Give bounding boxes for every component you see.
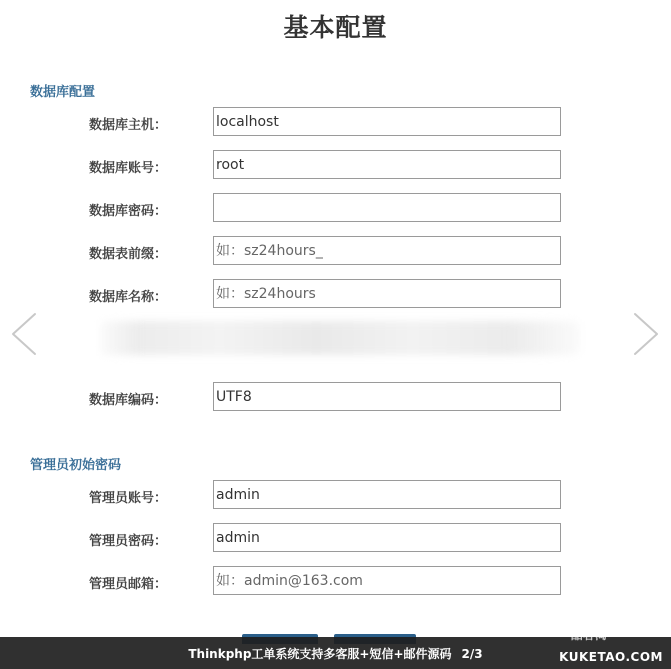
section-title-database: 数据库配置 bbox=[30, 85, 96, 100]
page-title: 基本配置 bbox=[283, 13, 388, 42]
db-name-input[interactable] bbox=[213, 279, 561, 308]
db-user-input[interactable] bbox=[213, 150, 561, 179]
db-prefix-input[interactable] bbox=[213, 236, 561, 265]
label-admin-account: 管理员账号： bbox=[89, 491, 168, 506]
watermark-logo: 酷客淘 bbox=[571, 628, 608, 642]
label-db-host: 数据库主机： bbox=[89, 118, 168, 133]
admin-account-input[interactable] bbox=[213, 480, 561, 509]
label-db-user: 数据库账号： bbox=[89, 161, 168, 176]
label-db-charset: 数据库编码： bbox=[89, 393, 168, 408]
next-slide-button[interactable] bbox=[625, 310, 665, 358]
label-db-password: 数据库密码： bbox=[89, 204, 168, 219]
label-admin-password: 管理员密码： bbox=[89, 534, 168, 549]
label-db-name: 数据库名称： bbox=[89, 290, 168, 305]
section-title-admin: 管理员初始密码 bbox=[30, 458, 122, 473]
label-admin-email: 管理员邮箱： bbox=[89, 577, 168, 592]
chevron-right-icon bbox=[625, 310, 665, 358]
blurred-region bbox=[100, 321, 580, 355]
admin-password-input[interactable] bbox=[213, 523, 561, 552]
label-db-prefix: 数据表前缀： bbox=[89, 247, 168, 262]
caption-title: Thinkphp工单系统支持多客服+短信+邮件源码 bbox=[188, 647, 452, 661]
db-charset-input[interactable] bbox=[213, 382, 561, 411]
db-host-input[interactable] bbox=[213, 107, 561, 136]
chevron-left-icon bbox=[5, 310, 45, 358]
admin-email-input[interactable] bbox=[213, 566, 561, 595]
db-password-input[interactable] bbox=[213, 193, 561, 222]
caption-pager: 2/3 bbox=[461, 647, 483, 661]
watermark-url: KUKETAO.COM bbox=[559, 650, 663, 664]
prev-slide-button[interactable] bbox=[5, 310, 45, 358]
